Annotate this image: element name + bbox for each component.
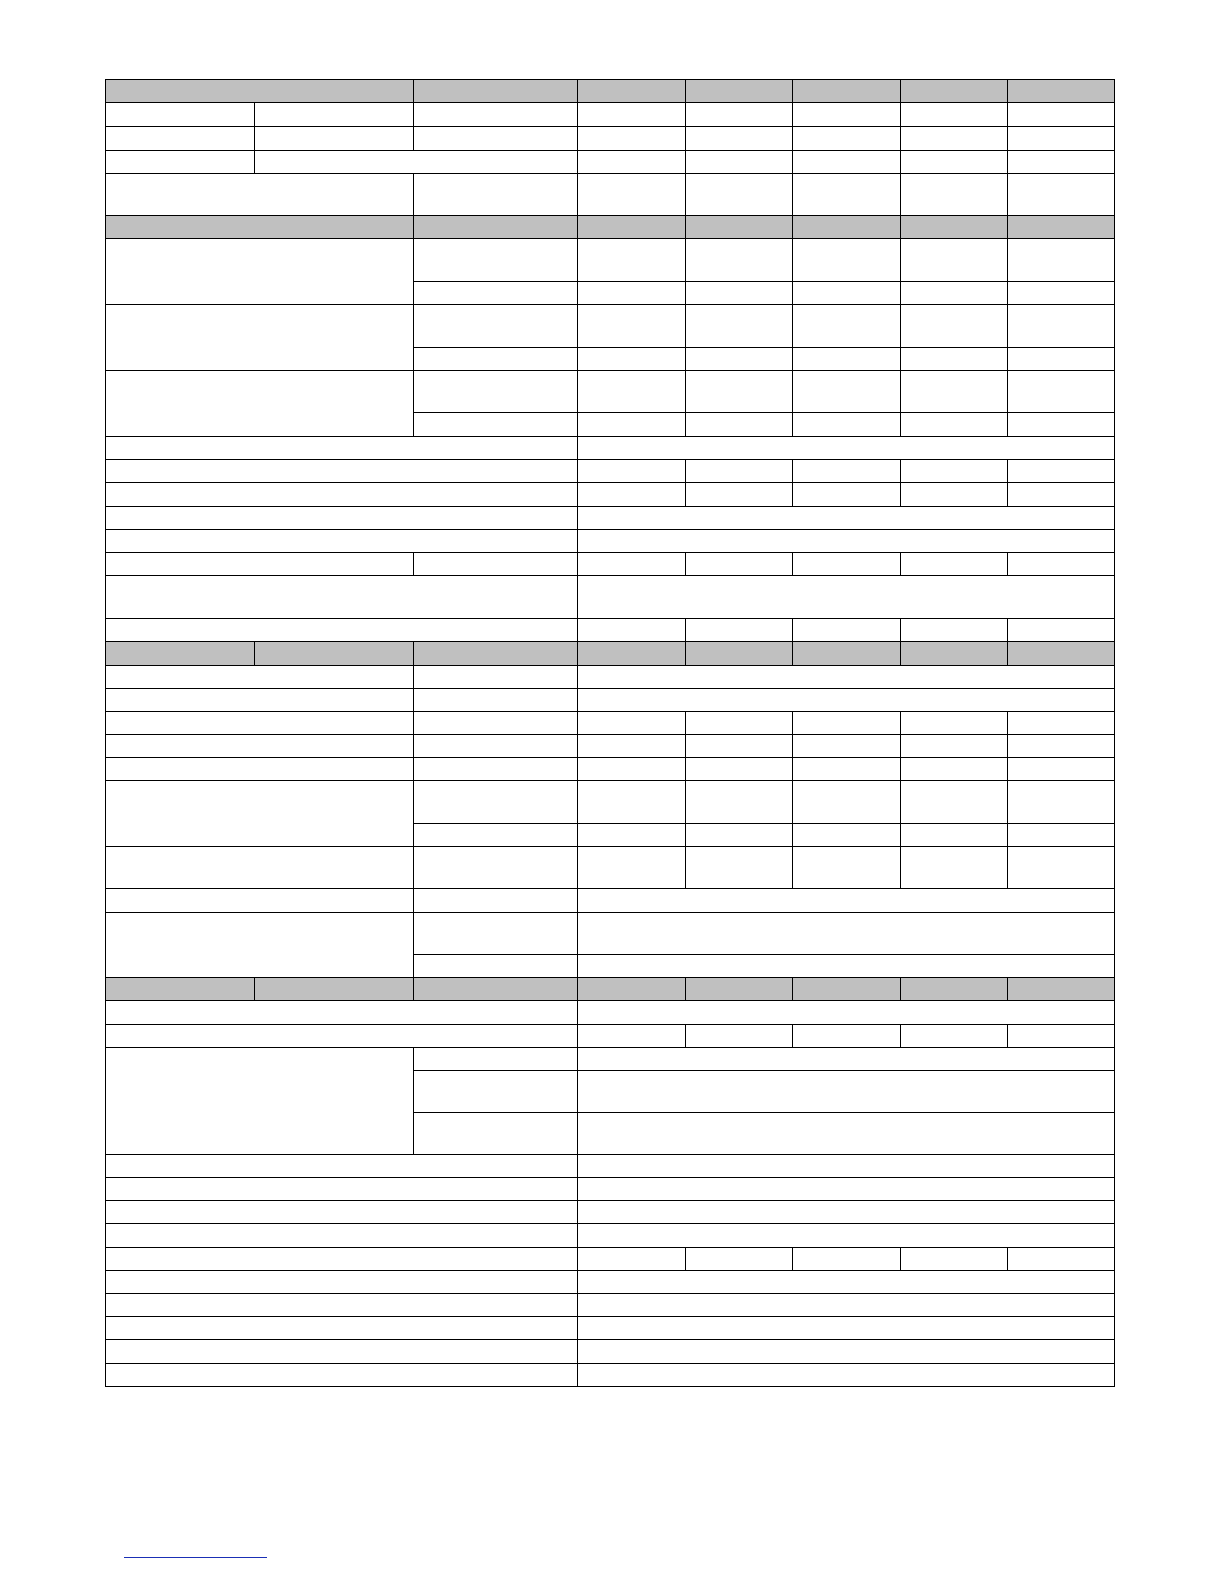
table-cell [105, 459, 578, 483]
table-cell [577, 552, 686, 576]
table-cell [792, 780, 901, 824]
table-cell [105, 1339, 578, 1364]
table-cell [1007, 412, 1115, 437]
table-cell [105, 1024, 578, 1048]
table-cell [413, 304, 578, 348]
table-cell [577, 482, 686, 507]
table-cell [413, 711, 578, 735]
table-cell [413, 347, 578, 371]
table-cell [1007, 734, 1115, 758]
table-cell [792, 102, 901, 127]
table-header-cell [685, 215, 793, 239]
table-cell [792, 370, 901, 413]
table-header-cell [900, 641, 1008, 666]
table-cell [413, 238, 578, 282]
table-cell [792, 823, 901, 847]
table-cell [105, 734, 414, 758]
table-cell [1007, 102, 1115, 127]
table-cell [105, 846, 414, 889]
table-cell [1007, 482, 1115, 507]
table-cell [685, 823, 793, 847]
table-cell [900, 347, 1008, 371]
table-cell [1007, 173, 1115, 216]
table-cell [577, 347, 686, 371]
table-cell [900, 150, 1008, 174]
table-header-cell [105, 215, 414, 239]
table-cell [577, 506, 1115, 530]
table-cell [413, 734, 578, 758]
table-merged-label-cell [105, 780, 414, 847]
table-cell [685, 281, 793, 305]
table-cell [105, 1363, 578, 1387]
table-cell [105, 1177, 578, 1201]
table-cell [685, 347, 793, 371]
table-cell [900, 711, 1008, 735]
table-cell [413, 912, 578, 955]
table-cell [792, 846, 901, 889]
table-cell [577, 281, 686, 305]
table-header-cell [792, 79, 901, 103]
table-cell [577, 304, 686, 348]
table-cell [413, 126, 578, 151]
table-cell [577, 888, 1115, 913]
table-cell [413, 173, 578, 216]
table-cell [413, 846, 578, 889]
table-header-cell [685, 641, 793, 666]
table-header-cell [1007, 215, 1115, 239]
table-header-cell [105, 641, 255, 666]
table-cell [1007, 304, 1115, 348]
table-cell [577, 1070, 1115, 1113]
table-cell [413, 102, 578, 127]
table-merged-label-cell [105, 370, 414, 437]
table-header-cell [577, 79, 686, 103]
table-cell [900, 281, 1008, 305]
table-cell [577, 150, 686, 174]
table-cell [685, 734, 793, 758]
table-cell [685, 370, 793, 413]
table-header-cell [685, 79, 793, 103]
table-cell [685, 618, 793, 642]
table-cell [792, 173, 901, 216]
table-cell [685, 1024, 793, 1048]
table-cell [900, 238, 1008, 282]
table-cell [577, 780, 686, 824]
table-cell [1007, 370, 1115, 413]
table-cell [105, 575, 578, 619]
table-cell [577, 436, 1115, 460]
table-cell [413, 412, 578, 437]
table-cell [577, 823, 686, 847]
table-cell [792, 482, 901, 507]
table-header-cell [413, 641, 578, 666]
table-header-cell [413, 215, 578, 239]
table-cell [1007, 1024, 1115, 1048]
table-cell [900, 102, 1008, 127]
table-cell [1007, 618, 1115, 642]
table-cell [577, 1247, 686, 1271]
table-cell [685, 552, 793, 576]
table-cell [105, 1200, 578, 1224]
table-cell [792, 281, 901, 305]
table-cell [792, 734, 901, 758]
table-cell [413, 954, 578, 978]
table-cell [254, 126, 414, 151]
table-cell [900, 412, 1008, 437]
table-cell [577, 734, 686, 758]
table-cell [1007, 552, 1115, 576]
table-cell [577, 1112, 1115, 1155]
table-cell [577, 1154, 1115, 1178]
table-cell [792, 618, 901, 642]
table-cell [577, 1270, 1115, 1294]
table-cell [577, 1000, 1115, 1025]
table-cell [577, 757, 686, 781]
table-cell [685, 780, 793, 824]
table-cell [900, 734, 1008, 758]
table-cell [1007, 459, 1115, 483]
table-cell [1007, 757, 1115, 781]
table-cell [577, 846, 686, 889]
table-header-cell [577, 977, 686, 1001]
table-cell [685, 173, 793, 216]
table-header-cell [254, 641, 414, 666]
table-cell [577, 1363, 1115, 1387]
table-cell [105, 1316, 578, 1340]
table-cell [413, 281, 578, 305]
table-cell [105, 618, 578, 642]
table-cell [413, 1112, 578, 1155]
table-cell [685, 102, 793, 127]
table-cell [792, 347, 901, 371]
table-cell [577, 711, 686, 735]
table-header-cell [900, 977, 1008, 1001]
table-header-cell [792, 977, 901, 1001]
table-header-cell [413, 977, 578, 1001]
table-cell [105, 1223, 578, 1248]
table-cell [577, 529, 1115, 553]
table-cell [792, 711, 901, 735]
table-cell [1007, 281, 1115, 305]
table-cell [1007, 846, 1115, 889]
table-cell [685, 238, 793, 282]
table-cell [577, 912, 1115, 955]
table-cell [105, 711, 414, 735]
table-cell [792, 552, 901, 576]
table-cell [792, 412, 901, 437]
table-cell [685, 459, 793, 483]
table-cell [1007, 238, 1115, 282]
table-cell [413, 757, 578, 781]
table-cell [577, 238, 686, 282]
table-cell [577, 1177, 1115, 1201]
table-header-cell [1007, 977, 1115, 1001]
table-cell [105, 1154, 578, 1178]
table-cell [577, 412, 686, 437]
table-cell [105, 529, 578, 553]
table-cell [105, 1293, 578, 1317]
table-cell [577, 1200, 1115, 1224]
table-header-cell [413, 79, 578, 103]
table-cell [577, 370, 686, 413]
table-cell [577, 1293, 1115, 1317]
table-cell [577, 688, 1115, 712]
table-header-cell [105, 79, 414, 103]
table-cell [413, 1070, 578, 1113]
table-cell [577, 1047, 1115, 1071]
table-cell [900, 1247, 1008, 1271]
table-merged-label-cell [105, 238, 414, 305]
table-cell [577, 1223, 1115, 1248]
table-cell [792, 126, 901, 151]
table-cell [105, 173, 414, 216]
table-cell [900, 780, 1008, 824]
table-cell [900, 173, 1008, 216]
table-cell [105, 888, 414, 913]
table-header-cell [792, 215, 901, 239]
table-cell [577, 459, 686, 483]
table-cell [413, 665, 578, 689]
table-cell [1007, 823, 1115, 847]
table-cell [105, 665, 414, 689]
table-header-cell [685, 977, 793, 1001]
table-cell [577, 1339, 1115, 1364]
table-cell [1007, 347, 1115, 371]
table-cell [792, 238, 901, 282]
table-cell [577, 126, 686, 151]
table-header-cell [900, 79, 1008, 103]
table-cell [413, 823, 578, 847]
table-cell [792, 757, 901, 781]
table-cell [792, 1247, 901, 1271]
table-cell [577, 575, 1115, 619]
table-cell [900, 757, 1008, 781]
table-cell [1007, 150, 1115, 174]
table-header-cell [577, 215, 686, 239]
table-cell [577, 665, 1115, 689]
table-cell [413, 688, 578, 712]
table-cell [105, 102, 255, 127]
table-cell [105, 506, 578, 530]
table-cell [105, 482, 578, 507]
table-cell [413, 780, 578, 824]
table-cell [900, 482, 1008, 507]
table-cell [413, 1047, 578, 1071]
table-header-cell [792, 641, 901, 666]
table-cell [900, 370, 1008, 413]
table-cell [900, 1024, 1008, 1048]
table-cell [413, 370, 578, 413]
table-cell [685, 412, 793, 437]
table-cell [105, 1270, 578, 1294]
table-cell [1007, 780, 1115, 824]
table-header-cell [254, 977, 414, 1001]
table-cell [900, 846, 1008, 889]
table-cell [254, 102, 414, 127]
table-cell [685, 150, 793, 174]
table-cell [792, 150, 901, 174]
table-cell [1007, 126, 1115, 151]
table-cell [900, 618, 1008, 642]
table-cell [792, 459, 901, 483]
table-cell [105, 1000, 578, 1025]
table-cell [685, 482, 793, 507]
table-cell [1007, 1247, 1115, 1271]
table-cell [577, 102, 686, 127]
table-cell [254, 150, 578, 174]
table-cell [792, 304, 901, 348]
table-cell [105, 1247, 578, 1271]
table-cell [900, 459, 1008, 483]
table-header-cell [105, 977, 255, 1001]
table-cell [577, 1024, 686, 1048]
table-cell [413, 552, 578, 576]
table-merged-label-cell [105, 912, 414, 978]
table-cell [685, 304, 793, 348]
table-cell [413, 888, 578, 913]
footer-link-underline [124, 1557, 267, 1558]
table-cell [105, 150, 255, 174]
table-merged-label-cell [105, 304, 414, 371]
table-merged-label-cell [105, 1047, 414, 1155]
table-header-cell [1007, 641, 1115, 666]
table-header-cell [577, 641, 686, 666]
table-cell [685, 126, 793, 151]
table-cell [105, 552, 414, 576]
table-cell [577, 618, 686, 642]
table-cell [577, 954, 1115, 978]
table-cell [900, 552, 1008, 576]
table-cell [105, 436, 578, 460]
table-cell [105, 126, 255, 151]
table-header-cell [1007, 79, 1115, 103]
table-cell [577, 173, 686, 216]
table-cell [685, 757, 793, 781]
table-cell [685, 711, 793, 735]
table-cell [105, 688, 414, 712]
table-cell [1007, 711, 1115, 735]
table-cell [900, 304, 1008, 348]
table-header-cell [900, 215, 1008, 239]
table-cell [685, 846, 793, 889]
table-cell [105, 757, 414, 781]
table-cell [792, 1024, 901, 1048]
table-cell [900, 823, 1008, 847]
table-cell [577, 1316, 1115, 1340]
table-cell [900, 126, 1008, 151]
table-cell [685, 1247, 793, 1271]
